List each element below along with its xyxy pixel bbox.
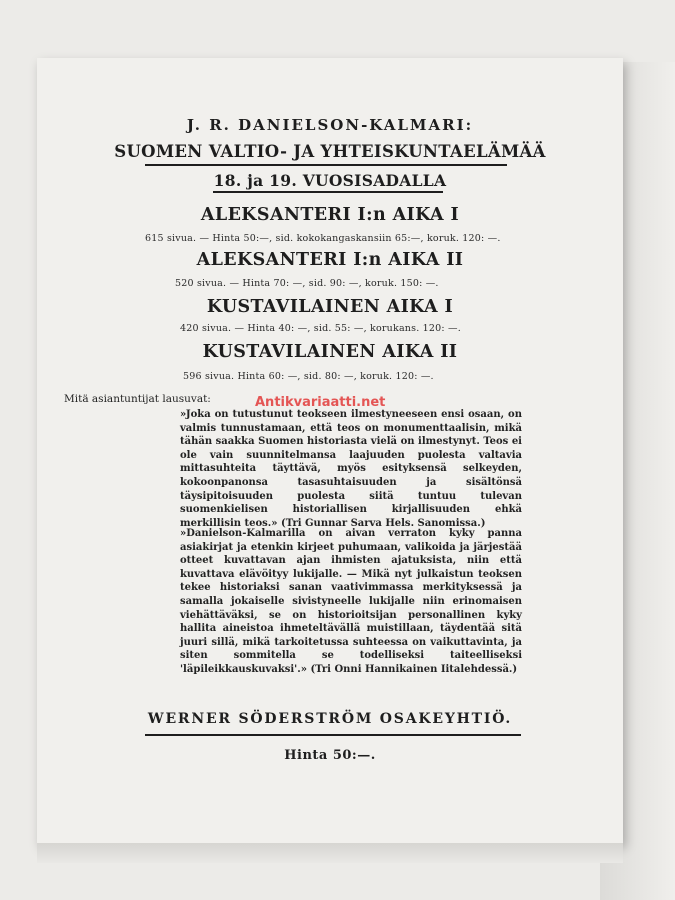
publisher-name: WERNER SÖDERSTRÖM OSAKEYHTIÖ. <box>147 711 513 727</box>
author-heading: J. R. DANIELSON-KALMARI: <box>186 116 474 134</box>
review-quote: »Joka on tutustunut teokseen ilmestyneeseen ensi osaan, on valmis tunnustamaan, että teos on monumenttaalisin, mikä tähän saakka Suomen historiasta vielä on ilmestynyt. Teos ei ole vain suunnitelmansa laajuuden puolesta valtavia mittasuhteita täyttävä, myös esityksensä selkeyden, kokoonpanonsa tasasuhtaisuuden ja sisältönsä täysipitoisuuden puolesta siitä tuntuu tulevan suomenkielisen historiallisen kirjallisuuden ehkä merkillisin teos.» (Tri Gunnar Sarva Hels. Sanomissa.) <box>180 409 522 529</box>
series-title-line1: SUOMEN VALTIO- JA YHTEISKUNTAELÄMÄÄ <box>114 142 546 161</box>
reviews-intro: Mitä asiantuntijat lausuvat: <box>64 393 211 405</box>
volume-info: 615 sivua. — Hinta 50:—, sid. kokokangaskansiin 65:—, koruk. 120: —. <box>145 233 501 244</box>
volume-title: KUSTAVILAINEN AIKA I <box>206 297 454 317</box>
volume-title: KUSTAVILAINEN AIKA II <box>202 342 458 362</box>
volume-title: ALEKSANTERI I:n AIKA II <box>196 250 464 270</box>
series-subtitle-rule <box>213 191 443 193</box>
volume-info: 420 sivua. — Hinta 40: —, sid. 55: —, korukans. 120: —. <box>180 323 461 334</box>
volume-info: 596 sivua. Hinta 60: —, sid. 80: —, koruk. 120: —. <box>183 371 434 382</box>
watermark-text: Antikvariaatti.net <box>255 395 386 410</box>
review-quote: »Danielson-Kalmarilla on aivan verraton kyky panna asiakirjat ja etenkin kirjeet puhumaan, valikoida ja järjestää otteet kuvattavan ajan ihmisten ajatuksista, niin että kuvattava elävöityy lukijalle. — Mikä nyt julkaistun teoksen tekee historiaksi sanan vaativimmassa merkityksessä ja samalla jokaiselle sivistyneelle lukijalle niin erinomaisen viehättäväksi, se on historioitsijan personallinen kyky hallita aineistoa ihmeteltävällä muistillaan, täydentää sitä juuri sillä, mikä tarkoitetussa suhteessa on vaikuttavinta, ja siten sommitella se todelliseksi taiteelliseksi 'läpileikkauskuvaksi'.» (Tri Onni Hannikainen Iitalehdessä.) <box>180 528 522 675</box>
series-title-line2: 18. ja 19. VUOSISADALLA <box>213 171 447 190</box>
volume-title: ALEKSANTERI I:n AIKA I <box>200 205 460 225</box>
series-title-rule <box>145 164 507 166</box>
volume-info: 520 sivua. — Hinta 70: —, sid. 90: —, koruk. 150: —. <box>175 278 439 289</box>
price-text: Hinta 50:—. <box>284 748 376 763</box>
publisher-rule <box>145 734 521 736</box>
book-back-cover <box>37 58 623 843</box>
